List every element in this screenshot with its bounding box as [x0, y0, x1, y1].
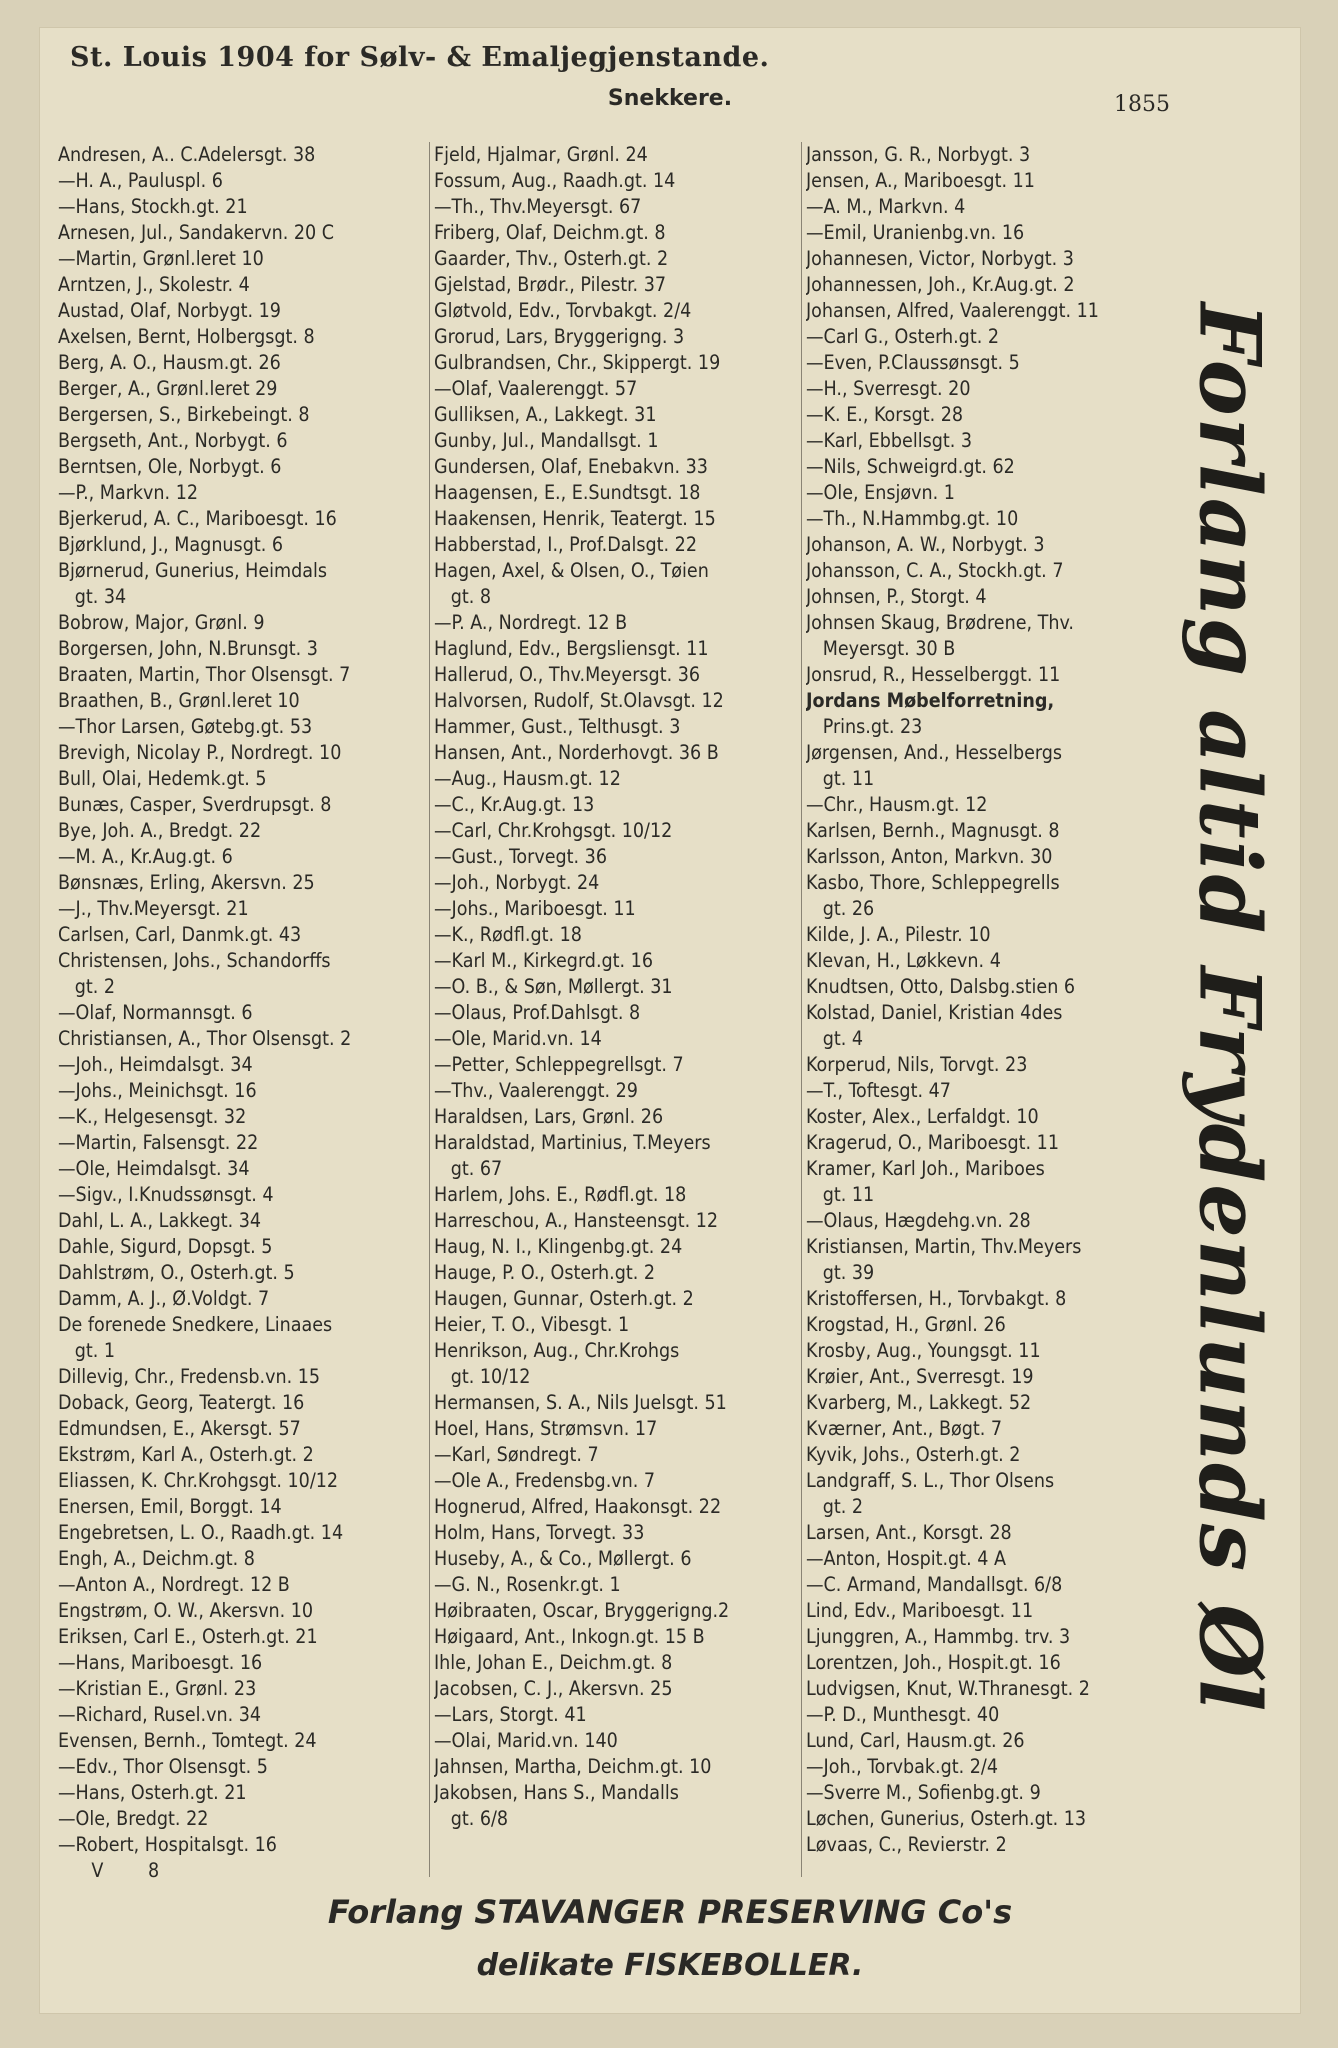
directory-entry: Bjørnerud, Gunerius, Heimdals	[58, 559, 328, 582]
directory-entry: —Carl, Chr.Krohgsgt. 10/12	[434, 819, 673, 842]
directory-entry: Hammer, Gust., Telthusgt. 3	[434, 715, 681, 738]
directory-entry: Huseby, A., & Co., Møllergt. 6	[434, 1547, 692, 1570]
directory-entry: Carlsen, Carl, Danmk.gt. 43	[58, 923, 302, 946]
directory-entry: Kværner, Ant., Bøgt. 7	[806, 1417, 1003, 1440]
directory-entry: —Joh., Torvbak.gt. 2/4	[806, 1755, 999, 1778]
directory-entry: —Olaf, Normannsgt. 6	[58, 1001, 253, 1024]
directory-entry: —H., Sverresgt. 20	[806, 377, 971, 400]
directory-entry: Hallerud, O., Thv.Meyersgt. 36	[434, 663, 701, 686]
directory-entry: —K., Helgesensgt. 32	[58, 1105, 247, 1128]
directory-entry: —Sigv., I.Knudssønsgt. 4	[58, 1183, 274, 1206]
directory-entry: Engstrøm, O. W., Akersvn. 10	[58, 1599, 314, 1622]
directory-entry: —Karl, Ebbellsgt. 3	[806, 429, 973, 452]
directory-entry: —Joh., Heimdalsgt. 34	[58, 1053, 253, 1076]
directory-entry: —Carl G., Osterh.gt. 2	[806, 325, 1000, 348]
directory-entry: gt. 10/12	[434, 1365, 531, 1388]
directory-entry: —Johs., Meinichsgt. 16	[58, 1079, 257, 1102]
directory-entry: —Olaus, Prof.Dahlsgt. 8	[434, 1001, 641, 1024]
directory-entry: Johannesen, Victor, Norbygt. 3	[806, 247, 1074, 270]
directory-entry: Brevigh, Nicolay P., Nordregt. 10	[58, 741, 342, 764]
directory-entry: —Anton A., Nordregt. 12 B	[58, 1573, 290, 1596]
directory-entry: Bobrow, Major, Grønl. 9	[58, 611, 265, 634]
directory-entry: gt. 39	[806, 1261, 875, 1284]
directory-entry: —Martin, Falsensgt. 22	[58, 1131, 259, 1154]
directory-column-2	[434, 142, 802, 1832]
directory-entry: —Aug., Hausm.gt. 12	[434, 767, 621, 790]
directory-entry: Austad, Olaf, Norbygt. 19	[58, 299, 281, 322]
directory-entry: Korperud, Nils, Torvgt. 23	[806, 1053, 1028, 1076]
directory-entry: Kasbo, Thore, Schleppegrells	[806, 871, 1060, 894]
directory-entry: —K. E., Korsgt. 28	[806, 403, 964, 426]
directory-entry: gt. 11	[806, 767, 875, 790]
directory-entry: Kyvik, Johs., Osterh.gt. 2	[806, 1443, 1021, 1466]
directory-entry: —Ole, Bredgt. 22	[58, 1807, 209, 1830]
directory-entry: Karlsson, Anton, Markvn. 30	[806, 845, 1053, 868]
vertical-advertisement	[1165, 302, 1295, 1714]
directory-entry: Johnsen, P., Storgt. 4	[806, 585, 987, 608]
directory-entry: —C. Armand, Mandallsgt. 6/8	[806, 1573, 1063, 1596]
directory-entry: Larsen, Ant., Korsgt. 28	[806, 1521, 1012, 1544]
directory-entry: gt. 67	[434, 1157, 503, 1180]
directory-entry: Hauge, P. O., Osterh.gt. 2	[434, 1261, 656, 1284]
directory-entry: Christiansen, A., Thor Olsensgt. 2	[58, 1027, 352, 1050]
directory-entry: gt. 4	[806, 1027, 864, 1050]
directory-entry: Gaarder, Thv., Osterh.gt. 2	[434, 247, 669, 270]
directory-entry: Ekstrøm, Karl A., Osterh.gt. 2	[58, 1443, 314, 1466]
directory-entry: —P. A., Nordregt. 12 B	[434, 611, 628, 634]
directory-entry: gt. 26	[806, 897, 875, 920]
directory-entry: Jakobsen, Hans S., Mandalls	[434, 1781, 679, 1804]
directory-entry: Ihle, Johan E., Deichm.gt. 8	[434, 1651, 673, 1674]
directory-entry: Berg, A. O., Hausm.gt. 26	[58, 351, 281, 374]
directory-entry: Halvorsen, Rudolf, St.Olavsgt. 12	[434, 689, 724, 712]
directory-entry: Prins.gt. 23	[806, 715, 923, 738]
directory-entry: Berntsen, Ole, Norbygt. 6	[58, 455, 282, 478]
directory-page	[40, 28, 1300, 2013]
directory-entry: —Lars, Storgt. 41	[434, 1703, 587, 1726]
directory-entry: Christensen, Johs., Schandorffs	[58, 949, 331, 972]
directory-entry: —Sverre M., Sofienbg.gt. 9	[806, 1781, 1041, 1804]
directory-entry: Berger, A., Grønl.leret 29	[58, 377, 278, 400]
directory-entry: Bergersen, S., Birkebeingt. 8	[58, 403, 310, 426]
directory-entry: Harreschou, A., Hansteensgt. 12	[434, 1209, 719, 1232]
directory-entry: Damm, A. J., Ø.Voldgt. 7	[58, 1287, 270, 1310]
directory-entry: Dahle, Sigurd, Dopsgt. 5	[58, 1235, 273, 1258]
page-number: 1855	[1114, 92, 1170, 117]
directory-entry: Dahlstrøm, O., Osterh.gt. 5	[58, 1261, 295, 1284]
directory-entry: Braaten, Martin, Thor Olsensgt. 7	[58, 663, 351, 686]
directory-entry: —Robert, Hospitalsgt. 16	[58, 1833, 277, 1856]
directory-entry: —Ole, Ensjøvn. 1	[806, 481, 955, 504]
directory-entry: gt. 2	[58, 975, 116, 998]
directory-entry: Jonsrud, R., Hesselberggt. 11	[806, 663, 1061, 686]
directory-entry: V 8	[58, 1859, 160, 1882]
directory-entry: —Richard, Rusel.vn. 34	[58, 1703, 262, 1726]
directory-entry: —Ole, Heimdalsgt. 34	[58, 1157, 250, 1180]
directory-entry: Eliassen, K. Chr.Krohgsgt. 10/12	[58, 1469, 339, 1492]
directory-entry: Jørgensen, And., Hesselbergs	[806, 741, 1063, 764]
directory-entry: Kilde, J. A., Pilestr. 10	[806, 923, 991, 946]
directory-entry: Kragerud, O., Mariboesgt. 11	[806, 1131, 1059, 1154]
directory-entry: —Ole, Marid.vn. 14	[434, 1027, 602, 1050]
directory-entry: —Anton, Hospit.gt. 4 A	[806, 1547, 1006, 1570]
directory-entry: —Olai, Marid.vn. 140	[434, 1729, 618, 1752]
directory-entry: Kolstad, Daniel, Kristian 4des	[806, 1001, 1063, 1024]
directory-entry: Axelsen, Bernt, Holbergsgt. 8	[58, 325, 315, 348]
directory-entry: —Emil, Uranienbg.vn. 16	[806, 221, 1025, 244]
directory-entry: Evensen, Bernh., Tomtegt. 24	[58, 1729, 317, 1752]
directory-entry: Hermansen, S. A., Nils Juelsgt. 51	[434, 1391, 727, 1414]
directory-entry: Haglund, Edv., Bergsliensgt. 11	[434, 637, 709, 660]
directory-entry: gt. 1	[58, 1339, 116, 1362]
bottom-advertisement-line-1: Forlang STAVANGER PRESERVING Co's	[327, 1893, 1013, 1931]
directory-entry: —Joh., Norbygt. 24	[434, 871, 600, 894]
directory-entry: Bønsnæs, Erling, Akersvn. 25	[58, 871, 315, 894]
directory-entry: Bjerkerud, A. C., Mariboesgt. 16	[58, 507, 337, 530]
directory-entry: Bunæs, Casper, Sverdrupsgt. 8	[58, 793, 332, 816]
directory-entry: Lund, Carl, Hausm.gt. 26	[806, 1729, 1025, 1752]
directory-entry: Haugen, Gunnar, Osterh.gt. 2	[434, 1287, 694, 1310]
directory-entry: —C., Kr.Aug.gt. 13	[434, 793, 595, 816]
directory-entry: Enersen, Emil, Borggt. 14	[58, 1495, 282, 1518]
directory-entry: Engebretsen, L. O., Raadh.gt. 14	[58, 1521, 344, 1544]
directory-entry: gt. 6/8	[434, 1807, 509, 1830]
directory-entry: Kvarberg, M., Lakkegt. 52	[806, 1391, 1032, 1414]
directory-entry: Jahnsen, Martha, Deichm.gt. 10	[434, 1755, 712, 1778]
directory-entry: —Karl M., Kirkegrd.gt. 16	[434, 949, 653, 972]
directory-entry: Krosby, Aug., Youngsgt. 11	[806, 1339, 1041, 1362]
directory-entry: —Petter, Schleppegrellsgt. 7	[434, 1053, 684, 1076]
column-divider	[429, 142, 430, 1877]
directory-entry: Meyersgt. 30 B	[806, 637, 956, 660]
directory-entry: —Hans, Osterh.gt. 21	[58, 1781, 247, 1804]
directory-entry: —Nils, Schweigrd.gt. 62	[806, 455, 1015, 478]
directory-entry: Arntzen, J., Skolestr. 4	[58, 273, 250, 296]
directory-entry: Dahl, L. A., Lakkegt. 34	[58, 1209, 262, 1232]
directory-entry: Hansen, Ant., Norderhovgt. 36 B	[434, 741, 719, 764]
directory-entry: —O. B., & Søn, Møllergt. 31	[434, 975, 673, 998]
directory-entry: —Kristian E., Grønl. 23	[58, 1677, 257, 1700]
directory-entry: Ljunggren, A., Hammbg. trv. 3	[806, 1625, 1071, 1648]
directory-entry: —Thv., Vaalerenggt. 29	[434, 1079, 638, 1102]
directory-entry: —P. D., Munthesgt. 40	[806, 1703, 1000, 1726]
directory-entry: —Hans, Mariboesgt. 16	[58, 1651, 263, 1674]
directory-entry: —Even, P.Claussønsgt. 5	[806, 351, 1020, 374]
directory-entry: Bye, Joh. A., Bredgt. 22	[58, 819, 262, 842]
directory-column-3	[806, 142, 1171, 1858]
directory-entry: gt. 34	[58, 585, 127, 608]
directory-entry: Fjeld, Hjalmar, Grønl. 24	[434, 143, 648, 166]
directory-entry: —Chr., Hausm.gt. 12	[806, 793, 988, 816]
directory-entry: —H. A., Pauluspl. 6	[58, 169, 223, 192]
directory-entry: Johanson, A. W., Norbygt. 3	[806, 533, 1045, 556]
directory-entry: —Th., Thv.Meyersgt. 67	[434, 195, 642, 218]
directory-entry: Habberstad, I., Prof.Dalsgt. 22	[434, 533, 697, 556]
directory-entry: Hoel, Hans, Strømsvn. 17	[434, 1417, 658, 1440]
directory-entry: Hognerud, Alfred, Haakonsgt. 22	[434, 1495, 722, 1518]
directory-entry: —M. A., Kr.Aug.gt. 6	[58, 845, 233, 868]
directory-entry: Borgersen, John, N.Brunsgt. 3	[58, 637, 318, 660]
section-title: Snekkere.	[607, 86, 733, 111]
directory-entry: Karlsen, Bernh., Magnusgt. 8	[806, 819, 1060, 842]
directory-entry: Doback, Georg, Teatergt. 16	[58, 1391, 305, 1414]
directory-entry: Holm, Hans, Torvegt. 33	[434, 1521, 645, 1544]
directory-entry: Haug, N. I., Klingenbg.gt. 24	[434, 1235, 683, 1258]
directory-entry: Hagen, Axel, & Olsen, O., Tøien	[434, 559, 709, 582]
directory-entry: Knudtsen, Otto, Dalsbg.stien 6	[806, 975, 1076, 998]
directory-entry: Arnesen, Jul., Sandakervn. 20 C	[58, 221, 335, 244]
directory-entry: —Olaus, Hægdehg.vn. 28	[806, 1209, 1031, 1232]
directory-entry: —Ole A., Fredensbg.vn. 7	[434, 1469, 656, 1492]
directory-entry: Ludvigsen, Knut, W.Thranesgt. 2	[806, 1677, 1090, 1700]
directory-entry: Gunby, Jul., Mandallsgt. 1	[434, 429, 659, 452]
directory-entry: —J., Thv.Meyersgt. 21	[58, 897, 249, 920]
directory-entry: Johansen, Alfred, Vaalerenggt. 11	[806, 299, 1099, 322]
directory-entry: Jacobsen, C. J., Akersvn. 25	[434, 1677, 673, 1700]
directory-entry: Fossum, Aug., Raadh.gt. 14	[434, 169, 676, 192]
directory-entry: Lind, Edv., Mariboesgt. 11	[806, 1599, 1034, 1622]
directory-entry: Jensen, A., Mariboesgt. 11	[806, 169, 1035, 192]
directory-entry: Dillevig, Chr., Fredensb.vn. 15	[58, 1365, 321, 1388]
directory-entry: Lorentzen, Joh., Hospit.gt. 16	[806, 1651, 1061, 1674]
directory-entry: Eriksen, Carl E., Osterh.gt. 21	[58, 1625, 318, 1648]
directory-entry: Johansson, C. A., Stockh.gt. 7	[806, 559, 1064, 582]
directory-entry: Kramer, Karl Joh., Mariboes	[806, 1157, 1045, 1180]
directory-entry: gt. 11	[806, 1183, 875, 1206]
directory-entry: —Johs., Mariboesgt. 11	[434, 897, 636, 920]
directory-entry: Løchen, Gunerius, Osterh.gt. 13	[806, 1807, 1087, 1830]
directory-entry: Kristoffersen, H., Torvbakgt. 8	[806, 1287, 1067, 1310]
directory-entry: Jordans Møbelforretning,	[806, 689, 1055, 712]
directory-entry: Klevan, H., Løkkevn. 4	[806, 949, 1001, 972]
directory-entry: Henrikson, Aug., Chr.Krohgs	[434, 1339, 680, 1362]
directory-entry: Haraldsen, Lars, Grønl. 26	[434, 1105, 664, 1128]
directory-entry: Grorud, Lars, Bryggerigng. 3	[434, 325, 685, 348]
directory-entry: —Karl, Søndregt. 7	[434, 1443, 599, 1466]
directory-entry: Høibraaten, Oscar, Bryggerigng.2	[434, 1599, 730, 1622]
directory-entry: Bergseth, Ant., Norbygt. 6	[58, 429, 288, 452]
directory-entry: —Martin, Grønl.leret 10	[58, 247, 264, 270]
directory-entry: Bjørklund, J., Magnusgt. 6	[58, 533, 284, 556]
bottom-advertisement-line-2: delikate FISKEBOLLER.	[476, 1948, 864, 1983]
directory-entry: Johannessen, Joh., Kr.Aug.gt. 2	[806, 273, 1075, 296]
directory-entry: Jansson, G. R., Norbygt. 3	[806, 143, 1031, 166]
directory-entry: Haakensen, Henrik, Teatergt. 15	[434, 507, 716, 530]
directory-entry: —T., Toftesgt. 47	[806, 1079, 951, 1102]
directory-entry: —Th., N.Hammbg.gt. 10	[806, 507, 1019, 530]
column-divider	[801, 142, 802, 1877]
top-advertisement: St. Louis 1904 for Sølv- & Emaljegjenstande.	[70, 42, 770, 73]
directory-entry: Gjelstad, Brødr., Pilestr. 37	[434, 273, 667, 296]
directory-entry: —Hans, Stockh.gt. 21	[58, 195, 248, 218]
directory-entry: Landgraff, S. L., Thor Olsens	[806, 1469, 1055, 1492]
directory-entry: Johnsen Skaug, Brødrene, Thv.	[806, 611, 1074, 634]
vertical-advertisement-text: Forlang altid Frydenlunds Øl	[1180, 302, 1280, 1714]
directory-entry: Engh, A., Deichm.gt. 8	[58, 1547, 255, 1570]
directory-entry: Krøier, Ant., Sverresgt. 19	[806, 1365, 1034, 1388]
directory-entry: —K., Rødfl.gt. 18	[434, 923, 582, 946]
directory-entry: Bull, Olai, Hedemk.gt. 5	[58, 767, 267, 790]
directory-entry: Haagensen, E., E.Sundtsgt. 18	[434, 481, 701, 504]
directory-entry: Andresen, A.. C.Adelersgt. 38	[58, 143, 316, 166]
directory-entry: Kristiansen, Martin, Thv.Meyers	[806, 1235, 1082, 1258]
directory-entry: Gulbrandsen, Chr., Skippergt. 19	[434, 351, 721, 374]
directory-entry: gt. 2	[806, 1495, 864, 1518]
directory-entry: —A. M., Markvn. 4	[806, 195, 966, 218]
directory-entry: —P., Markvn. 12	[58, 481, 199, 504]
directory-entry: Harlem, Johs. E., Rødfl.gt. 18	[434, 1183, 687, 1206]
directory-entry: Høigaard, Ant., Inkogn.gt. 15 B	[434, 1625, 705, 1648]
directory-entry: —Olaf, Vaalerenggt. 57	[434, 377, 638, 400]
directory-entry: —Thor Larsen, Gøtebg.gt. 53	[58, 715, 313, 738]
directory-entry: —Edv., Thor Olsensgt. 5	[58, 1755, 268, 1778]
directory-entry: Edmundsen, E., Akersgt. 57	[58, 1417, 301, 1440]
directory-entry: De forenede Snedkere, Linaaes	[58, 1313, 333, 1336]
directory-entry: Friberg, Olaf, Deichm.gt. 8	[434, 221, 666, 244]
directory-entry: Heier, T. O., Vibesgt. 1	[434, 1313, 630, 1336]
directory-entry: Gulliksen, A., Lakkegt. 31	[434, 403, 657, 426]
directory-entry: Haraldstad, Martinius, T.Meyers	[434, 1131, 711, 1154]
directory-entry: Krogstad, H., Grønl. 26	[806, 1313, 1006, 1336]
directory-entry: Gundersen, Olaf, Enebakvn. 33	[434, 455, 708, 478]
directory-column-1	[58, 142, 428, 1884]
directory-entry: —Gust., Torvegt. 36	[434, 845, 607, 868]
directory-entry: Løvaas, C., Revierstr. 2	[806, 1833, 1007, 1856]
directory-entry: —G. N., Rosenkr.gt. 1	[434, 1573, 621, 1596]
directory-entry: Koster, Alex., Lerfaldgt. 10	[806, 1105, 1039, 1128]
directory-entry: Braathen, B., Grønl.leret 10	[58, 689, 300, 712]
directory-entry: gt. 8	[434, 585, 492, 608]
directory-entry: Gløtvold, Edv., Torvbakgt. 2/4	[434, 299, 692, 322]
